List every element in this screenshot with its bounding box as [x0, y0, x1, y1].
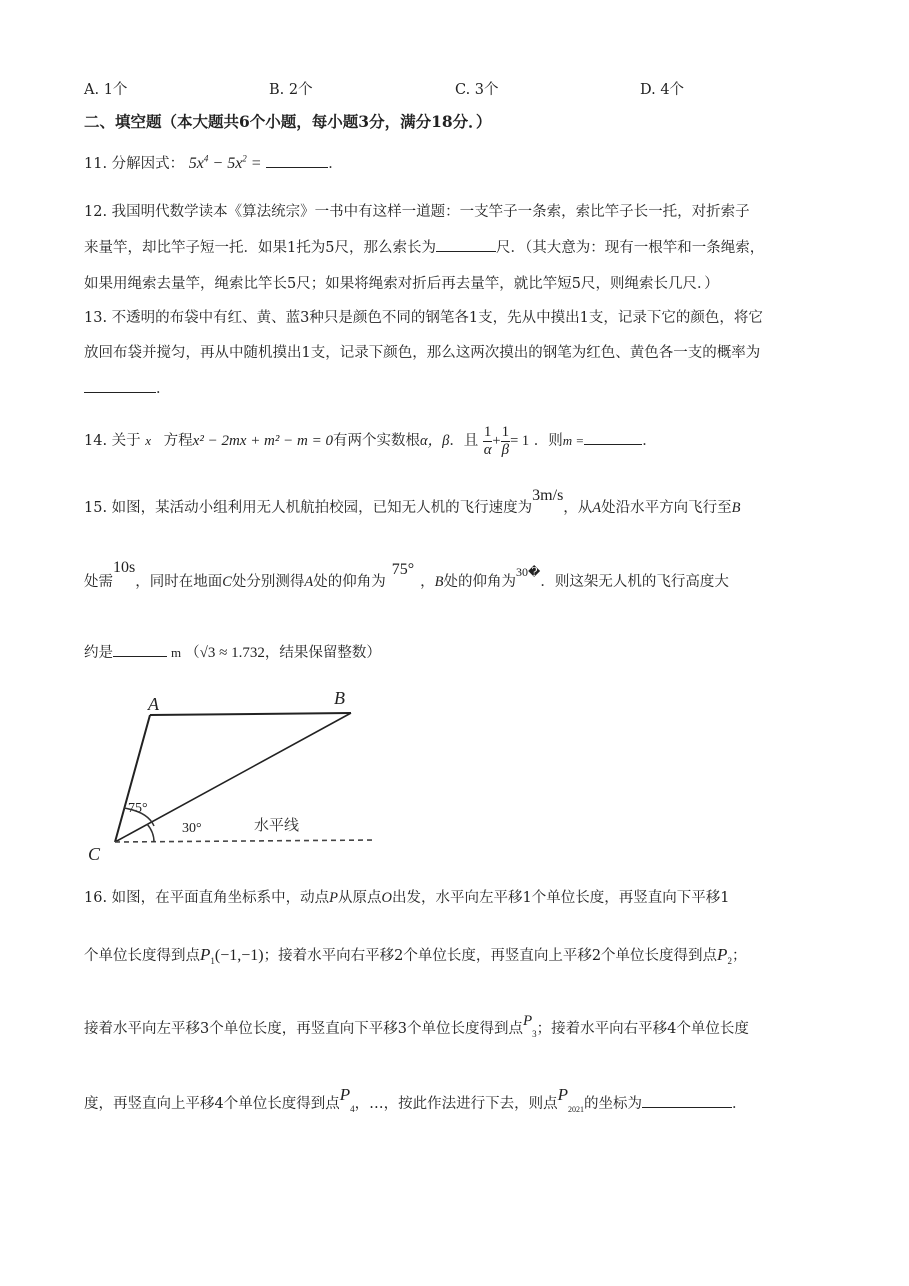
question-15-line2: 处需10s，同时在地面C处分别测得A处的仰角为75°，B处的仰角为$^{30�}$．则这架无人机的飞行高度大	[84, 559, 729, 590]
option-b: B. 2个	[269, 82, 313, 98]
figure-label-b: B	[334, 688, 345, 708]
question-15-line1: 15. 如图，某活动小组利用无人机航拍校园，已知无人机的飞行速度为3m/s，从A处沿水平方向飞行至B	[84, 487, 741, 516]
segment-ca	[115, 715, 150, 842]
q14-equation: x² − 2mx + m² − m = 0	[192, 433, 333, 449]
figure-label-a: A	[148, 694, 159, 714]
segment-ab	[150, 713, 351, 715]
segment-cb	[115, 713, 351, 842]
option-c: C. 3个	[455, 82, 499, 98]
question-16-line2: 个单位长度得到点$P_1(-1,-1)$；接着水平向右平移2个单位长度，再竖直向上平移2个单位长度得到点$P_2$；	[84, 945, 747, 966]
question-13-line3: ．	[84, 377, 171, 398]
q12-answer-blank[interactable]	[436, 236, 496, 252]
question-12-line3: 如果用绳索去量竿，绳索比竿长5尺；如果将绳索对折后再去量竿，就比竿短5尺，则绳索长几尺．）	[84, 276, 719, 292]
question-15-line3: 约是 m （√3 ≈ 1.732，结果保留整数）	[84, 638, 381, 668]
question-11: 11. 分解因式： $5x^4 - 5x^2$ = ．	[84, 153, 343, 172]
q14-frac-alpha: $\frac{1}{\alpha}$	[483, 423, 492, 458]
question-14: 14. 关于 x 方程x² − 2mx + m² − m = 0有两个实数根α，β．且 $\frac{1}{\alpha}$ + $\frac{1}{\beta}$ = 1 ．则m = ．	[84, 423, 657, 458]
question-16-line1: 16. 如图，在平面直角坐标系中，动点P从原点O出发，水平向左平移1个单位长度，再竖直向下平移1	[84, 890, 730, 906]
q14-frac-beta: $\frac{1}{\beta}$	[501, 423, 510, 458]
figure-angle-75: 75°	[128, 801, 148, 816]
question-13-line2: 放回布袋并搅匀，再从中随机摸出1支，记录下颜色，那么这两次摸出的钢笔为红色、黄色各一支的概率为	[84, 345, 761, 361]
figure-angle-30: 30°	[182, 821, 202, 836]
angle-30-arc	[147, 824, 154, 842]
q13-answer-blank[interactable]	[84, 377, 156, 393]
option-a: A. 1个	[84, 82, 128, 98]
q15-answer-blank[interactable]	[113, 641, 167, 657]
question-16-line3: 接着水平向左平移3个单位长度，再竖直向下平移3个单位长度得到点$P_3$；接着水平向右平移4个单位长度	[84, 1013, 749, 1039]
q11-expression: $5x^4 - 5x^2$ =	[188, 153, 262, 172]
drone-figure	[86, 684, 386, 864]
question-12-line1: 12. 我国明代数学读本《算法统宗》一书中有这样一道题：一支竿子一条索，索比竿子长一托，对折索子	[84, 204, 750, 220]
question-16-line4: 度，再竖直向上平移4个单位长度得到点$P_4$，…，按此作法进行下去，则点$P_{2021}$的坐标为 ．	[84, 1085, 747, 1114]
section-heading: 二、填空题（本大题共6个小题，每小题3分，满分18分．）	[84, 112, 492, 131]
figure-horizon-label: 水平线	[254, 816, 300, 834]
q11-label: 11. 分解因式：	[84, 156, 185, 172]
q16-answer-blank[interactable]	[642, 1092, 732, 1108]
figure-label-c: C	[88, 844, 101, 864]
question-12-line2: 来量竿，却比竿子短一托．如果1托为5尺，那么索长为 尺．（其大意为：现有一根竿和一条绳索，	[84, 236, 764, 257]
option-d: D. 4个	[640, 82, 685, 98]
q11-answer-blank[interactable]	[266, 152, 328, 168]
question-13-line1: 13. 不透明的布袋中有红、黄、蓝3种只是颜色不同的钢笔各1支，先从中摸出1支，记录下它的颜色，将它	[84, 310, 763, 326]
q14-answer-blank[interactable]	[584, 429, 642, 445]
